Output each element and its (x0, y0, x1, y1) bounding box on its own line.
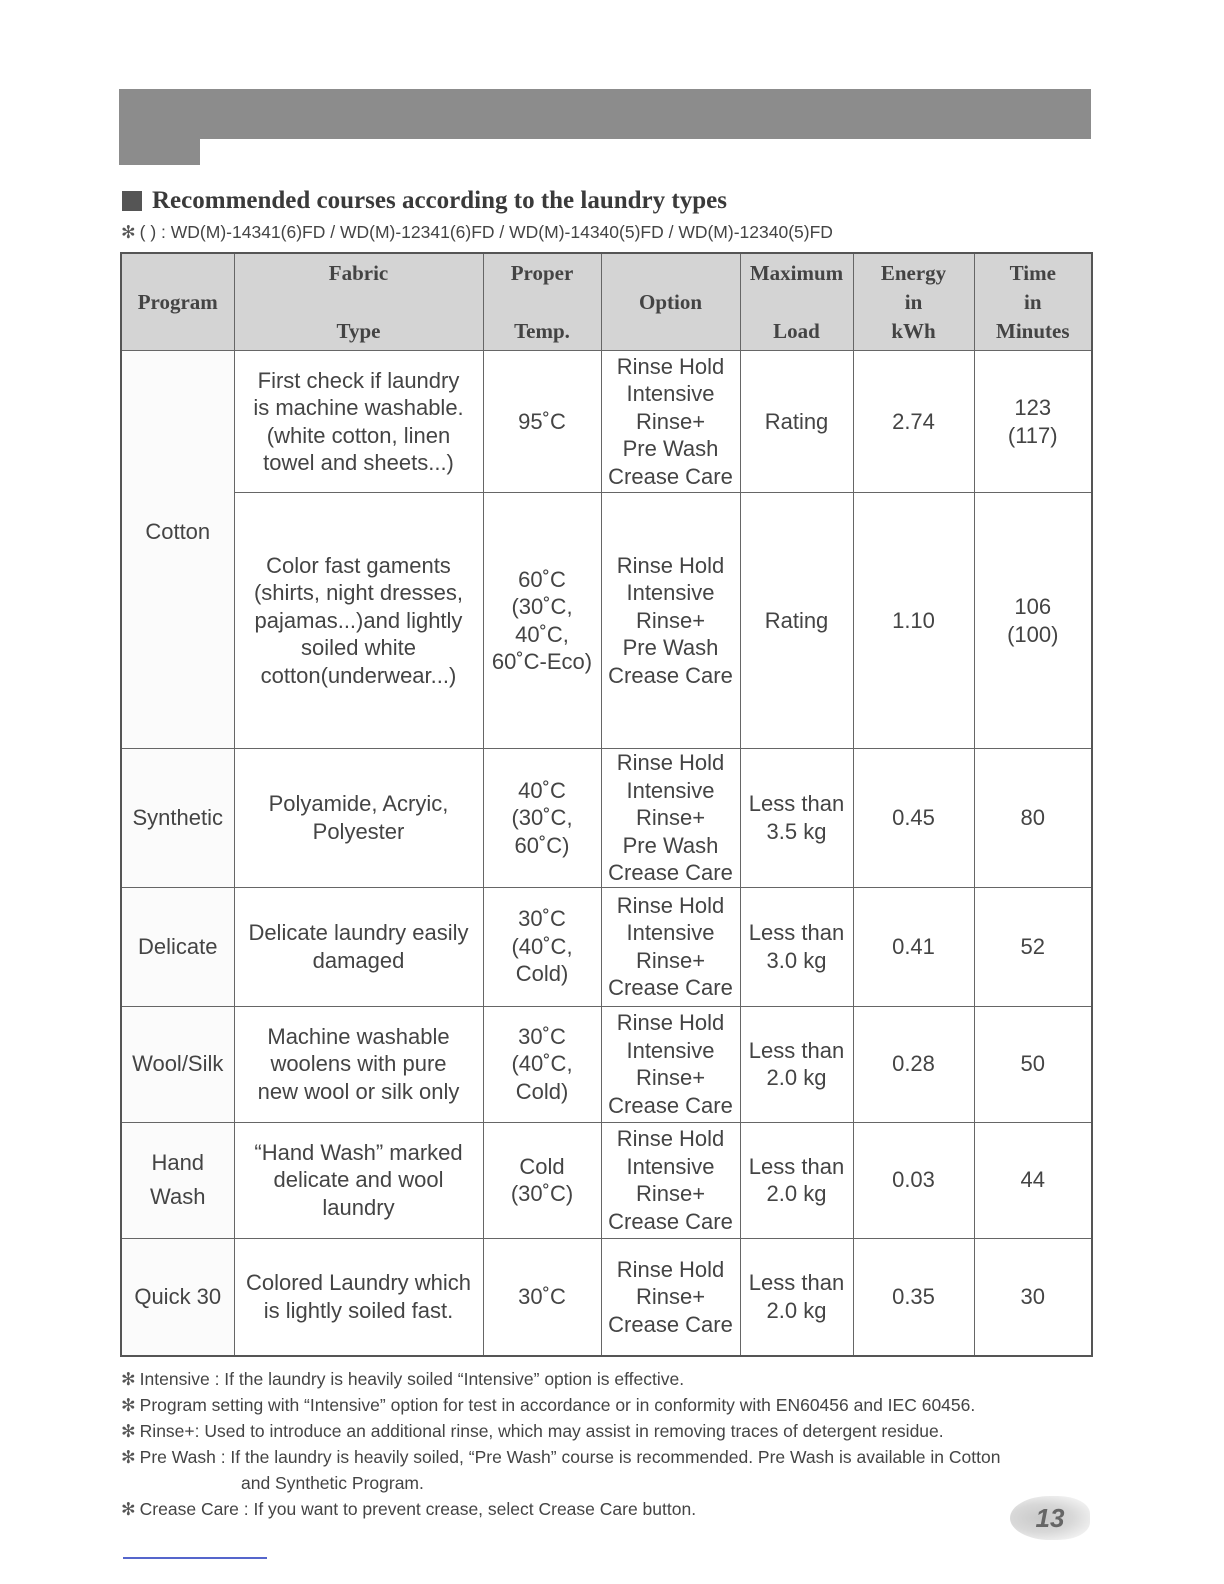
table-row (121, 1122, 1092, 1238)
bottom-divider (123, 1557, 267, 1559)
header-maximum-load: Maximum Load (740, 253, 853, 351)
load-cell: Rating (740, 493, 853, 749)
section-title (122, 184, 727, 218)
table-row (121, 1006, 1092, 1122)
note-star-icon: ✻ (121, 1499, 136, 1519)
option-cell: Rinse Hold Intensive Rinse+ Pre Wash Crease Care (601, 493, 740, 749)
program-cell: Quick 30 (121, 1238, 234, 1356)
temp-cell: 60˚C (30˚C, 40˚C, 60˚C-Eco) (483, 493, 601, 749)
time-cell: 106 (100) (974, 493, 1092, 749)
fabric-cell: First check if laundry is machine washable. (white cotton, linen towel and sheets...) (234, 351, 483, 493)
program-cell: Delicate (121, 887, 234, 1006)
temp-cell: 30˚C (40˚C, Cold) (483, 887, 601, 1006)
header-proper-temp: Proper Temp. (483, 253, 601, 351)
load-cell: Less than 2.0 kg (740, 1122, 853, 1238)
footnotes (121, 1366, 1000, 1522)
header-option: Option (601, 253, 740, 351)
note-star-icon: ✻ (121, 1421, 136, 1441)
time-cell: 50 (974, 1006, 1092, 1122)
model-note (121, 222, 833, 243)
program-cell: Wool/Silk (121, 1006, 234, 1122)
load-cell: Less than 3.5 kg (740, 749, 853, 888)
program-cell: Synthetic (121, 749, 234, 888)
option-cell: Rinse Hold Intensive Rinse+ Pre Wash Crease Care (601, 351, 740, 493)
energy-cell: 0.28 (853, 1006, 974, 1122)
time-cell: 44 (974, 1122, 1092, 1238)
fabric-cell: Polyamide, Acryic, Polyester (234, 749, 483, 888)
time-cell: 30 (974, 1238, 1092, 1356)
page-number: 13 (1010, 1496, 1090, 1540)
time-cell: 52 (974, 887, 1092, 1006)
temp-cell: 95˚C (483, 351, 601, 493)
load-cell: Less than 2.0 kg (740, 1238, 853, 1356)
table-row (121, 749, 1092, 888)
program-cell: Cotton (121, 351, 234, 749)
energy-cell: 2.74 (853, 351, 974, 493)
fabric-cell: Delicate laundry easily damaged (234, 887, 483, 1006)
temp-cell: 40˚C (30˚C, 60˚C) (483, 749, 601, 888)
option-cell: Rinse Hold Rinse+ Crease Care (601, 1238, 740, 1356)
note-star-icon: ✻ (121, 222, 136, 242)
time-cell: 80 (974, 749, 1092, 888)
footnote-pre-wash: ✻ Pre Wash : If the laundry is heavily soiled, “Pre Wash” course is recommended. Pre Wash is available in Cotton (121, 1447, 1001, 1467)
load-cell: Less than 2.0 kg (740, 1006, 853, 1122)
footnote-program-setting: ✻ Program setting with “Intensive” option for test in accordance or in conformity with EN60456 and IEC 60456. (121, 1395, 976, 1415)
option-cell: Rinse Hold Intensive Rinse+ Pre Wash Crease Care (601, 749, 740, 888)
footnote-rinse-plus: ✻ Rinse+: Used to introduce an additional rinse, which may assist in removing traces of detergent residue. (121, 1421, 944, 1441)
courses-table (120, 252, 1093, 1357)
section-title-text: Recommended courses according to the laundry types (152, 187, 727, 214)
table-row (121, 1238, 1092, 1356)
header-time: Time in Minutes (974, 253, 1092, 351)
temp-cell: 30˚C (40˚C, Cold) (483, 1006, 601, 1122)
option-cell: Rinse Hold Intensive Rinse+ Crease Care (601, 887, 740, 1006)
energy-cell: 0.35 (853, 1238, 974, 1356)
table-row (121, 493, 1092, 749)
model-note-text: ( ) : WD(M)-14341(6)FD / WD(M)-12341(6)FD / WD(M)-14340(5)FD / WD(M)-12340(5)FD (139, 222, 833, 242)
header-bar (119, 89, 1091, 139)
fabric-cell: Colored Laundry which is lightly soiled fast. (234, 1238, 483, 1356)
table-row (121, 351, 1092, 493)
energy-cell: 0.03 (853, 1122, 974, 1238)
note-star-icon: ✻ (121, 1395, 136, 1415)
temp-cell: Cold (30˚C) (483, 1122, 601, 1238)
energy-cell: 0.45 (853, 749, 974, 888)
table-row (121, 887, 1092, 1006)
fabric-cell: Machine washable woolens with pure new wool or silk only (234, 1006, 483, 1122)
header-tab (119, 139, 200, 165)
note-star-icon: ✻ (121, 1447, 136, 1467)
fabric-cell: Color fast gaments (shirts, night dresses, pajamas...)and lightly soiled white cotton(underwear...) (234, 493, 483, 749)
footnote-pre-wash-continued: and Synthetic Program. (241, 1473, 424, 1493)
time-cell: 123 (117) (974, 351, 1092, 493)
header-energy: Energy in kWh (853, 253, 974, 351)
fabric-cell: “Hand Wash” marked delicate and wool laundry (234, 1122, 483, 1238)
header-program: Program (121, 253, 234, 351)
energy-cell: 1.10 (853, 493, 974, 749)
temp-cell: 30˚C (483, 1238, 601, 1356)
note-star-icon: ✻ (121, 1369, 136, 1389)
program-cell: Hand Wash (121, 1122, 234, 1238)
table-header-row (121, 253, 1092, 351)
option-cell: Rinse Hold Intensive Rinse+ Crease Care (601, 1006, 740, 1122)
footnote-crease-care: ✻ Crease Care : If you want to prevent crease, select Crease Care button. (121, 1499, 697, 1519)
energy-cell: 0.41 (853, 887, 974, 1006)
footnote-intensive: ✻ Intensive : If the laundry is heavily soiled “Intensive” option is effective. (121, 1369, 685, 1389)
bullet-square-icon (122, 191, 142, 211)
load-cell: Less than 3.0 kg (740, 887, 853, 1006)
option-cell: Rinse Hold Intensive Rinse+ Crease Care (601, 1122, 740, 1238)
load-cell: Rating (740, 351, 853, 493)
header-fabric-type: Fabric Type (234, 253, 483, 351)
